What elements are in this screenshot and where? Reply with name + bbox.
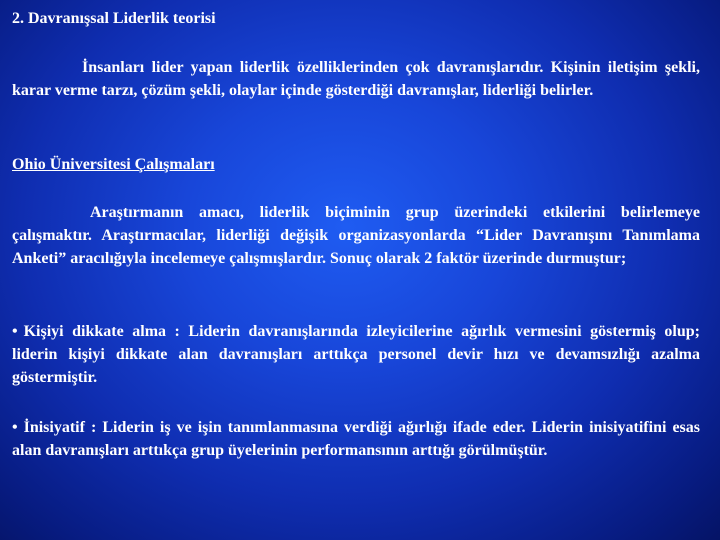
bullet-text: İnisiyatif : Liderin iş ve işin tanımlanmasına verdiği ağırlığı ifade eder. Liderin inisiyatifini esas alan davranışları arttıkça grup üyelerinin performansının arttığı görülmüştür. [12,419,700,459]
bullet-icon: • [12,323,18,340]
intro-paragraph: İnsanları lider yapan liderlik özelliklerinden çok davranışlarıdır. Kişinin iletişim şekli, karar verme tarzı, çözüm şekli, olaylar içinde gösterdiği davranışlar, liderliği belirler. [12,59,700,99]
bullet-item-consideration [12,320,700,389]
section-heading: Ohio Üniversitesi Çalışmaları [12,156,215,173]
bullet-item-initiative [12,416,700,462]
bullet-text: Kişiyi dikkate alma : Liderin davranışlarında izleyicilerine ağırlık vermesini göstermiş olup; liderin kişiyi dikkate alan davranışları arttıkça personel devir hızı ve devamsızlığı azalma göstermiştir. [12,323,700,386]
bullet-icon: • [12,419,18,436]
slide-title: 2. Davranışsal Liderlik teorisi [12,10,216,27]
section-body-paragraph: Araştırmanın amacı, liderlik biçiminin grup üzerindeki etkilerini belirlemeye çalışmaktır. Araştırmacılar, liderliği değişik organizasyonlarda “Lider Davranışını Tanımlama Anketi” aracılığıyla incelemeye çalışmışlardır. Sonuç olarak 2 faktör üzerinde durmuştur; [12,204,700,267]
